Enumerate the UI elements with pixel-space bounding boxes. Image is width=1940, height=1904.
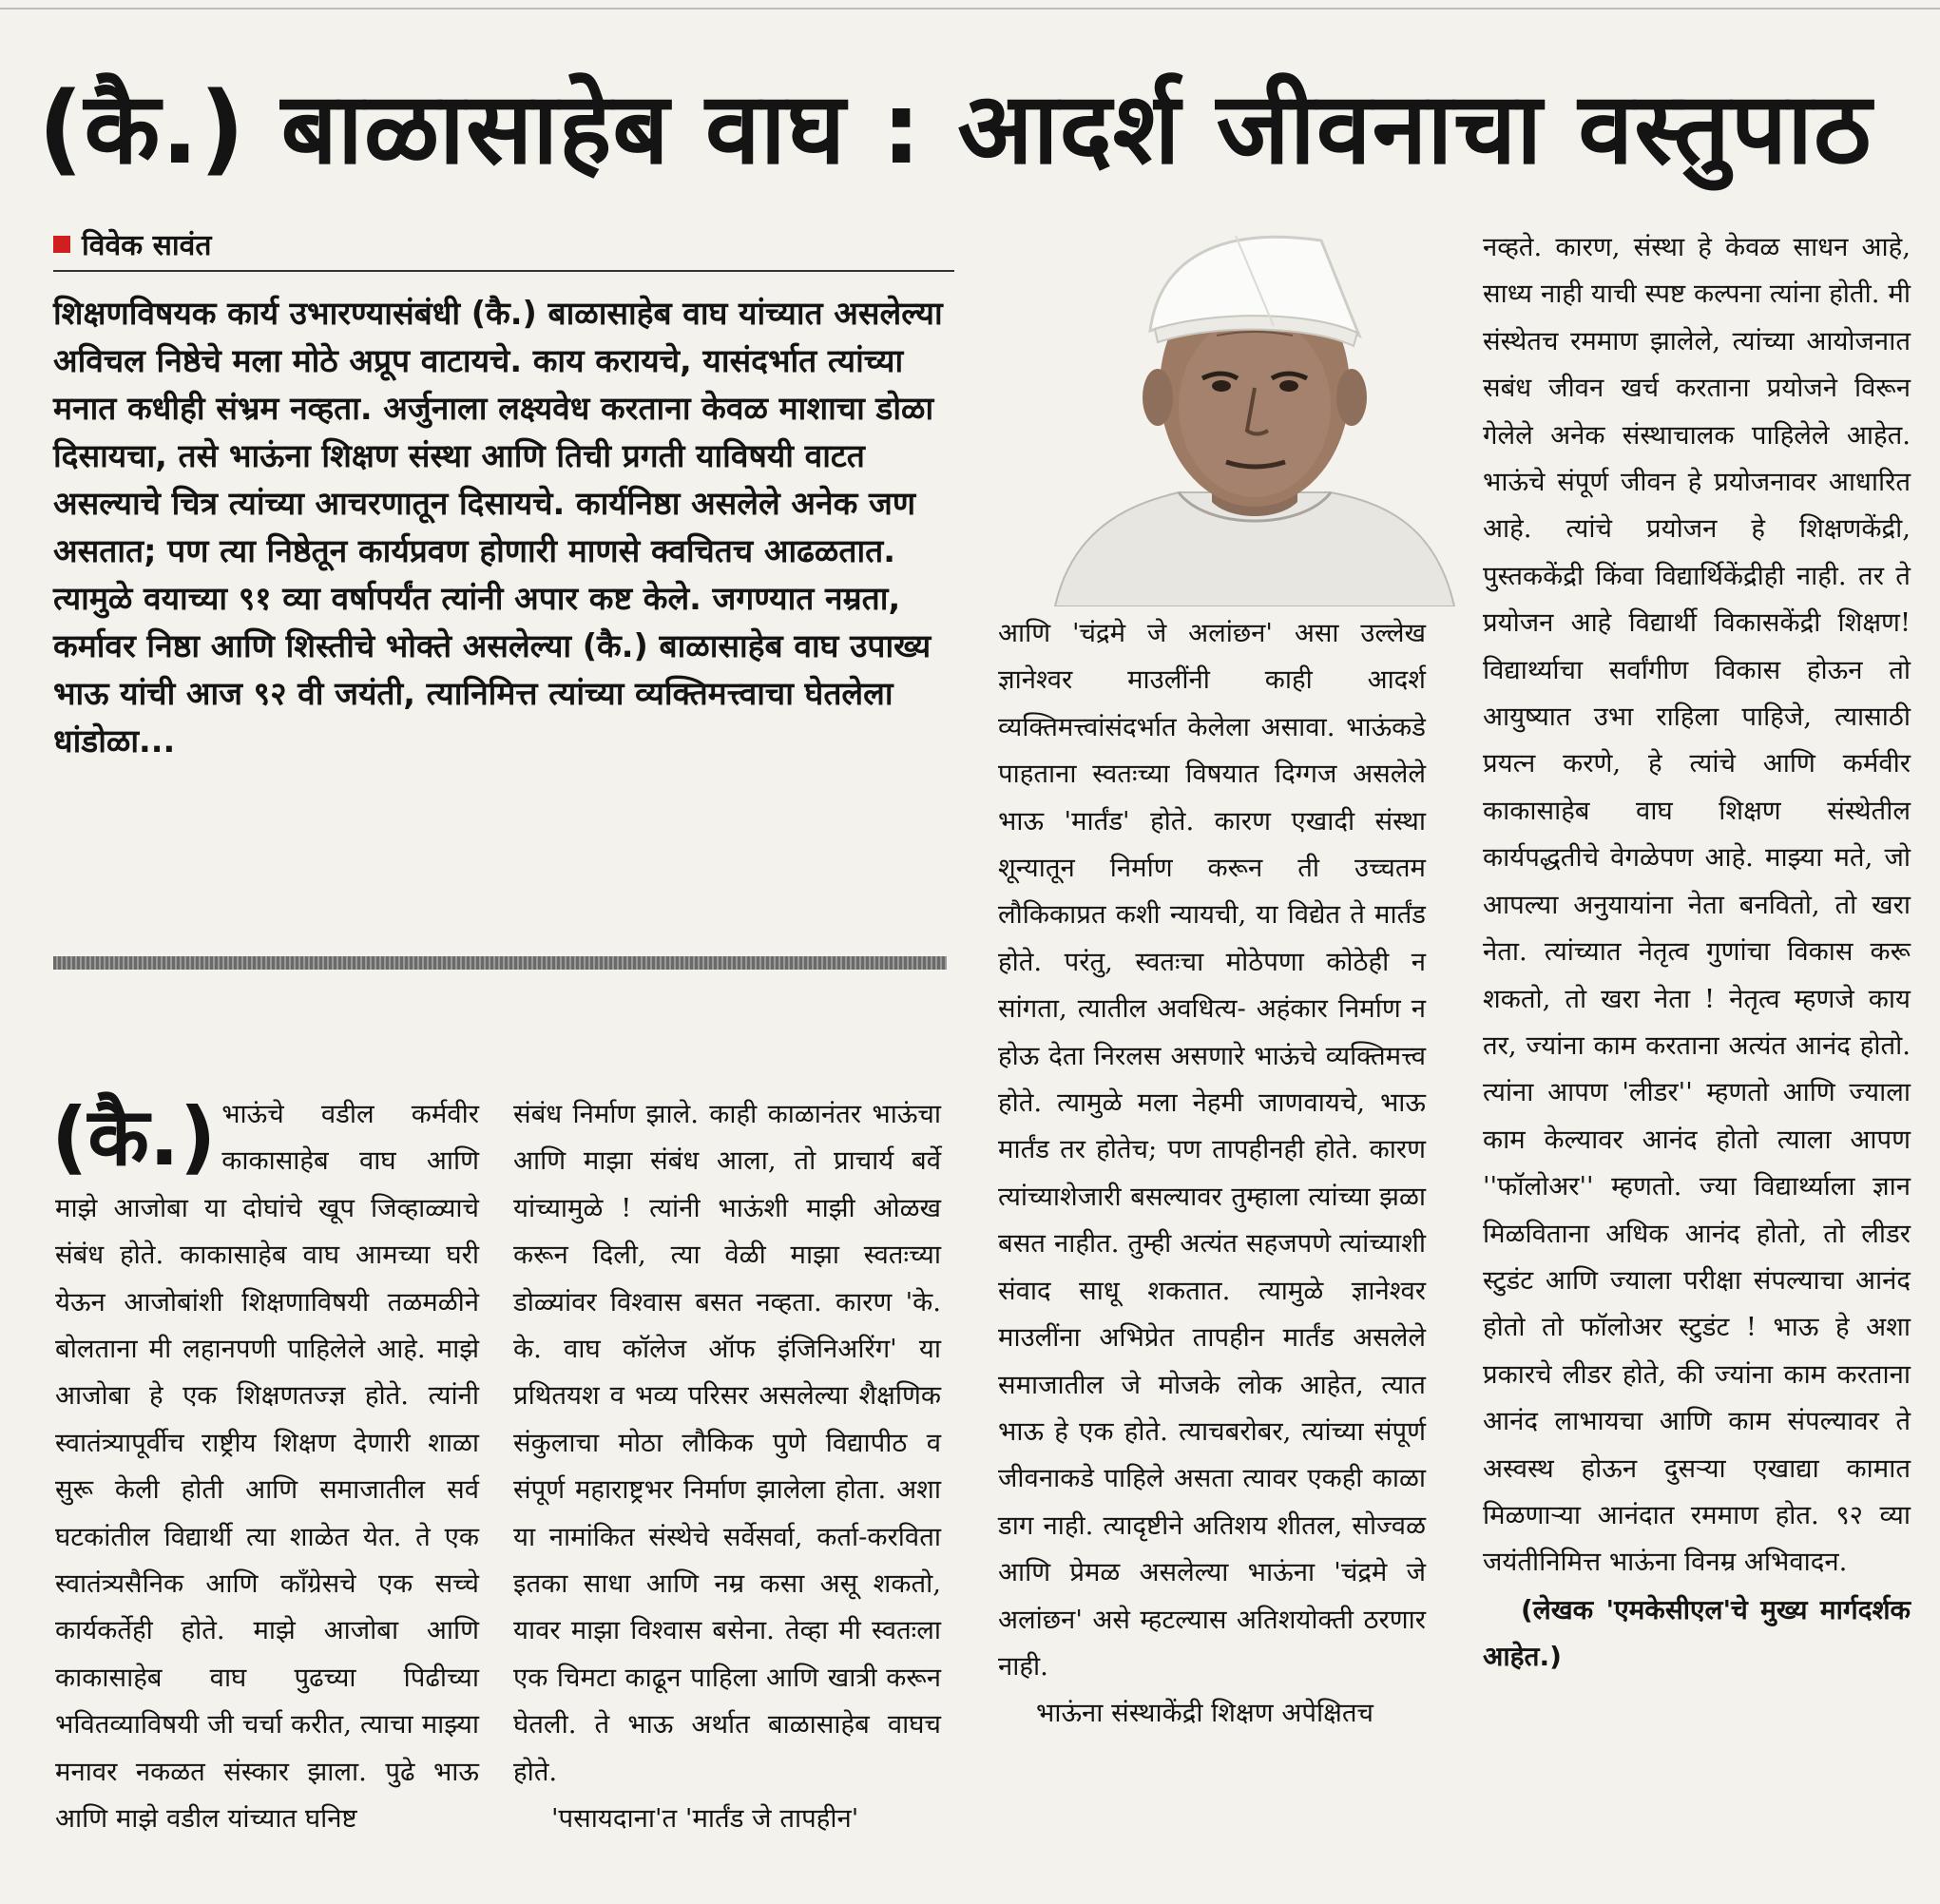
column-1 [51, 1090, 479, 1843]
column-2-tail: 'पसायदाना'त 'मार्तंड जे तापहीन' [551, 1803, 859, 1835]
headline: (कै.) बाळासाहेब वाघ : आदर्श जीवनाचा वस्तुपाठ [38, 70, 1873, 186]
byline [53, 224, 211, 263]
column-3-tail: भाऊंना संस्थाकेंद्री शिक्षण अपेक्षितच [1036, 1698, 1373, 1729]
column-4-text: नव्हते. कारण, संस्था हे केवळ साधन आहे, साध्य नाही याची स्पष्ट कल्पना त्यांना होती. मी संस्थेतच रममाण झालेले, त्यांच्या आयोजनात सबंध जीवन खर्च करताना प्रयोजने विरून गेलेले अनेक संस्थाचालक पाहिलेले आहेत. भाऊंचे संपूर्ण जीवन हे प्रयोजनावर आधारित आहे. त्यांचे प्रयोजन हे शिक्षणकेंद्री, पुस्तककेंद्री किंवा विद्यार्थिकेंद्रीही नाही. तर ते प्रयोजन आहे विद्यार्थी विकासकेंद्री शिक्षण! विद्यार्थ्याचा सर्वांगीण विकास होऊन तो आयुष्यात उभा राहिला पाहिजे, त्यासाठी प्रयत्न करणे, हे त्यांचे आणि कर्मवीर काकासाहेब वाघ शिक्षण संस्थेतील कार्यपद्धतीचे वेगळेपण आहे. माझ्या मते, जो आपल्या अनुयायांना नेता बनवितो, तो खरा नेता. त्यांच्यात नेतृत्व गुणांचा विकास करू शकतो, तो खरा नेता ! नेतृत्व म्हणजे काय तर, ज्यांना काम करताना अत्यंत आनंद होतो. त्यांना आपण 'लीडर'' म्हणतो आणि ज्याला काम केल्यावर आनंद होतो त्याला आपण ''फॉलोअर'' म्हणतो. ज्या विद्यार्थ्याला ज्ञान मिळविताना अधिक आनंद होतो, तो लीडर स्टुडंट आणि ज्याला परीक्षा संपल्याचा आनंद होतो तो फॉलोअर स्टुडंट ! भाऊ हे अशा प्रकारचे लीडर होते, की ज्यांना काम करताना आनंद लाभायचा आणि काम संपल्यावर ते अस्वस्थ होऊन दुसऱ्या एखाद्या कामात मिळणाऱ्या आनंदात रममाण होत. ९२ व्या जयंतीनिमित्त भाऊंना विनम्र अभिवादन. [1483, 232, 1911, 1578]
intro-divider [53, 956, 947, 970]
column-4 [1483, 224, 1911, 1681]
column-2-text: संबंध निर्माण झाले. काही काळानंतर भाऊंचा आणि माझा संबंध आला, तो प्राचार्य बर्वे यांच्यामुळे ! त्यांनी भाऊंशी माझी ओळख करून दिली, त्या वेळी माझा स्वतःच्या डोळ्यांवर विश्वास बसत नव्हता. कारण 'के. के. वाघ कॉलेज ऑफ इंजिनिअरिंग' या प्रथितयश व भव्य परिसर असलेल्या शैक्षणिक संकुलाचा मोठा लौकिक पुणे विद्यापीठ व संपूर्ण महाराष्ट्रभर निर्माण झालेला होता. अशा या नामांकित संस्थेचे सर्वेसर्वा, कर्ता-करविता इतका साधा आणि नम्र कसा असू शकतो, यावर माझा विश्वास बसेना. तेव्हा मी स्वतःला एक चिमटा काढून पाहिला आणि खात्री करून घेतली. ते भाऊ अर्थात बाळासाहेब वाघच होते. [513, 1099, 941, 1787]
column-3 [998, 610, 1426, 1738]
portrait-illustration [1036, 217, 1473, 606]
dropcap: (कै.) [51, 1090, 217, 1183]
column-1-text: भाऊंचे वडील कर्मवीर काकासाहेब वाघ आणि माझे आजोबा या दोघांचे खूप जिव्हाळ्याचे संबंध होते. काकासाहेब वाघ आमच्या घरी येऊन आजोबांशी शिक्षणाविषयी तळमळीने बोलताना मी लहानपणी पाहिलेले आहे. माझे आजोबा हे एक शिक्षणतज्ज्ञ होते. त्यांनी स्वातंत्र्यापूर्वीच राष्ट्रीय शिक्षण देणारी शाळा सुरू केली होती आणि समाजातील सर्व घटकांतील विद्यार्थी त्या शाळेत येत. ते एक स्वातंत्र्यसैनिक आणि काँग्रेसचे एक सच्चे कार्यकर्तेही होते. माझे आजोबा आणि काकासाहेब वाघ पुढच्या पिढीच्या भवितव्याविषयी जी चर्चा करीत, त्याचा माझ्या मनावर नकळत संस्कार झाला. पुढे भाऊ आणि माझे वडील यांच्यात घनिष्ट [55, 1099, 479, 1835]
portrait-photo [1036, 217, 1473, 606]
column-3-text: आणि 'चंद्रमे जे अलांछन' असा उल्लेख ज्ञानेश्वर माउलींनी काही आदर्श व्यक्तिमत्त्वांसंदर्भात केलेला असावा. भाऊंकडे पाहताना स्वतःच्या विषयात दिग्गज असलेले भाऊ 'मार्तंड' होते. कारण एखादी संस्था शून्यातून निर्माण करून ती उच्चतम लौकिकाप्रत कशी न्यायची, या विद्येत ते मार्तंड होते. परंतु, स्वतःचा मोठेपणा कोठेही न सांगता, त्यातील अवधित्य- अहंकार निर्माण न होऊ देता निरलस असणारे भाऊंचे व्यक्तिमत्त्व होते. त्यामुळे मला नेहमी जाणवायचे, भाऊ मार्तंड तर होतेच; पण तापहीनही होते. कारण त्यांच्याशेजारी बसल्यावर तुम्हाला त्यांच्या झळा बसत नाहीत. तुम्ही अत्यंत सहजपणे त्यांच्याशी संवाद साधू शकतात. त्यामुळे ज्ञानेश्वर माउलींना अभिप्रेत तापहीन मार्तंड असलेले समाजातील जे मोजके लोक आहेत, त्यात भाऊ हे एक होते. त्याचबरोबर, त्यांच्या संपूर्ण जीवनाकडे पाहिले असता त्यावर एकही काळा डाग नाही. त्यादृष्टीने अतिशय शीतल, सोज्वळ आणि प्रेमळ असलेल्या भाऊंना 'चंद्रमे जे अलांछन' असे म्हटल्यास अतिशयोक्ती ठरणार नाही. [998, 618, 1426, 1682]
byline-divider [53, 270, 954, 272]
top-rule [0, 8, 1940, 10]
byline-author: विवेक सावंत [82, 229, 212, 262]
author-note: (लेखक 'एमकेसीएल'चे मुख्य मार्गदर्शक आहेत.) [1483, 1593, 1911, 1673]
byline-marker-icon [53, 236, 70, 253]
intro-paragraph: शिक्षणविषयक कार्य उभारण्यासंबंधी (कै.) बाळासाहेब वाघ यांच्यात असलेल्या अविचल निष्ठेचे मला मोठे अप्रूप वाटायचे. काय करायचे, यासंदर्भात त्यांच्या मनात कधीही संभ्रम नव्हता. अर्जुनाला लक्ष्यवेध करताना केवळ माशाचा डोळा दिसायचा, तसे भाऊंना शिक्षण संस्था आणि तिची प्रगती याविषयी वाटत असल्याचे चित्र त्यांच्या आचरणातून दिसायचे. कार्यनिष्ठा असलेले अनेक जण असतात; पण त्या निष्ठेतून कार्यप्रवण होणारी माणसे क्वचितच आढळतात. त्यामुळे वयाच्या ९१ व्या वर्षापर्यंत त्यांनी अपार कष्ट केले. जगण्यात नम्रता, कर्मावर निष्ठा आणि शिस्तीचे भोक्ते असलेल्या (कै.) बाळासाहेब वाघ उपाख्य भाऊ यांची आज ९२ वी जयंती, त्यानिमित्त त्यांच्या व्यक्तिमत्त्वाचा घेतलेला धांडोळा... [53, 295, 943, 760]
column-2 [513, 1091, 941, 1843]
